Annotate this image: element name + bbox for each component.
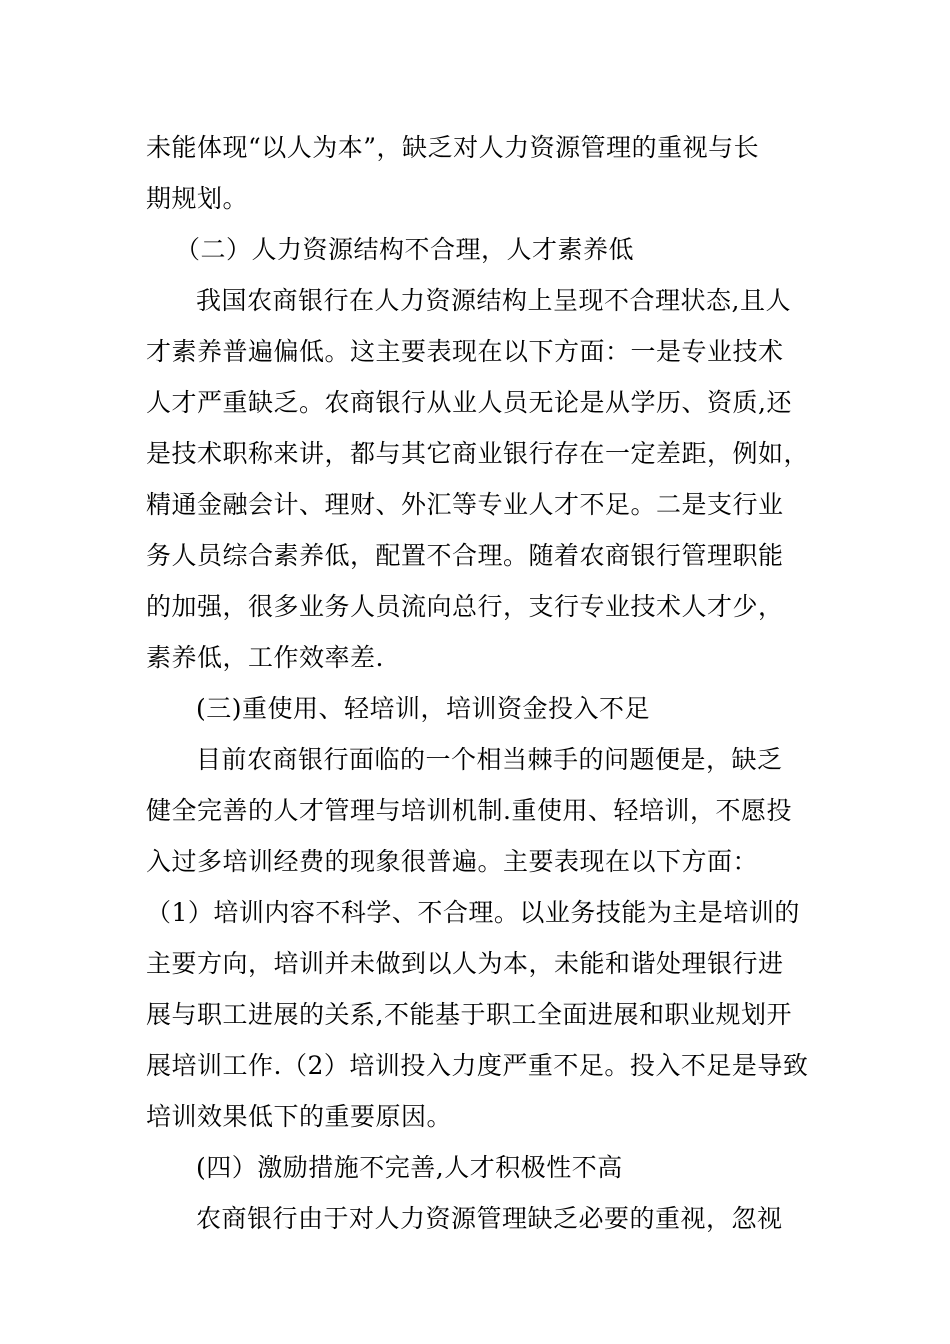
text-line: 培训效果低下的重要原因。 xyxy=(146,1102,453,1131)
text-line: 精通金融会计、理财、外汇等专业人才不足。二是支行业 xyxy=(146,490,784,519)
text-line: 人才严重缺乏。农商银行从业人员无论是从学历、资质,还 xyxy=(146,388,792,417)
text-line: 健全完善的人才管理与培训机制.重使用、轻培训，不愿投 xyxy=(146,796,792,825)
text-line: 的加强，很多业务人员流向总行，支行专业技术人才少， xyxy=(146,592,784,621)
text-line: 务人员综合素养低，配置不合理。随着农商银行管理职能 xyxy=(146,541,784,570)
text-line: 主要方向，培训并未做到以人为本，未能和谐处理银行进 xyxy=(146,949,784,978)
section-heading-2: （二）人力资源结构不合理，人才素养低 xyxy=(175,235,635,264)
text-line: 未能体现“以人为本”，缺乏对人力资源管理的重视与长 xyxy=(146,133,760,162)
text-line: 期规划。 xyxy=(146,184,249,213)
text-line: 目前农商银行面临的一个相当棘手的问题便是，缺乏 xyxy=(196,745,783,774)
text-line: 入过多培训经费的现象很普遍。主要表现在以下方面： xyxy=(146,847,759,876)
text-line: 素养低，工作效率差. xyxy=(146,643,384,672)
section-heading-4: (四）激励措施不完善,人才积极性不高 xyxy=(196,1153,623,1182)
section-heading-3: (三)重使用、轻培训，培训资金投入不足 xyxy=(196,694,651,723)
text-line: 展与职工进展的关系,不能基于职工全面进展和职业规划开 xyxy=(146,1000,792,1029)
text-line: 才素养普遍偏低。这主要表现在以下方面：一是专业技术 xyxy=(146,337,784,366)
text-line: （1）培训内容不科学、不合理。以业务技能为主是培训的 xyxy=(146,898,800,927)
text-line: 是技术职称来讲，都与其它商业银行存在一定差距，例如， xyxy=(146,439,810,468)
text-line: 展培训工作.（2）培训投入力度严重不足。投入不足是导致 xyxy=(146,1051,809,1080)
text-line: 我国农商银行在人力资源结构上呈现不合理状态,且人 xyxy=(196,286,791,315)
text-line: 农商银行由于对人力资源管理缺乏必要的重视，忽视 xyxy=(196,1204,783,1233)
